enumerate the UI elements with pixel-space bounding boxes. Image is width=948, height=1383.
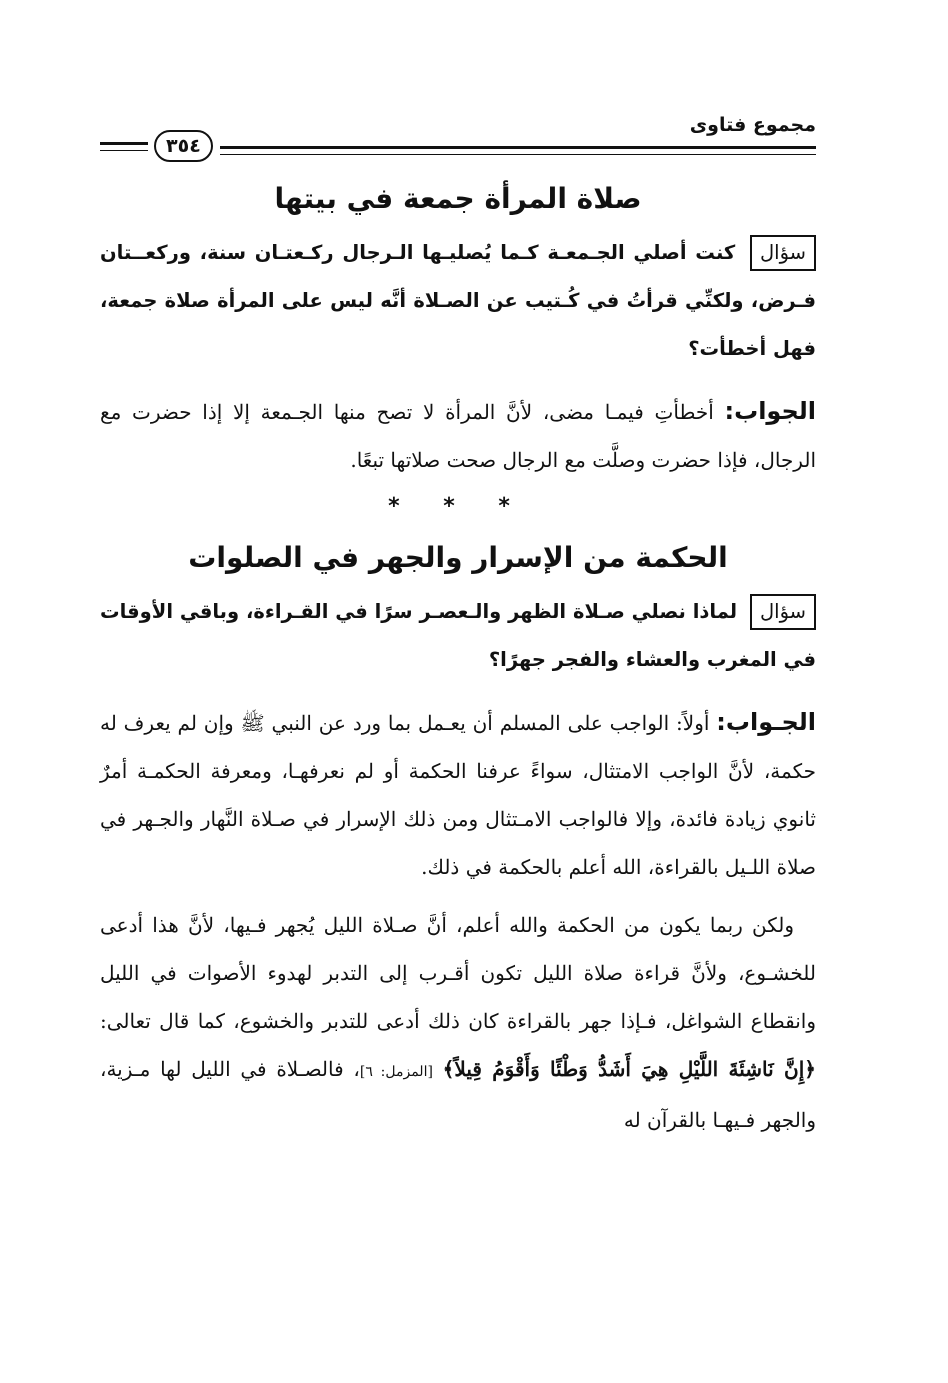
verse-citation: [المزمل: ٦] bbox=[359, 1064, 433, 1080]
answer-2 bbox=[100, 698, 816, 891]
question-text-1: كنت أصلي الجـمعـة كـما يُصليـها الـرجال ركـعتـان سنة، وركعــتان فـرض، ولكنِّي قرأتُ في كُـتيب عن الصـلاة أنَّه ليس على المرأة صلاة جمعة، فهل أخطأت؟ bbox=[100, 241, 816, 360]
section-separator: * * * bbox=[388, 494, 528, 519]
answer-1 bbox=[100, 387, 816, 484]
quran-verse: ﴿إِنَّ نَاشِئَةَ اللَّيْلِ هِيَ أَشَدُّ وَطْئًا وَأَقْوَمُ قِيلاً﴾ bbox=[442, 1057, 817, 1081]
paragraph-text-after-verse: ، فالصـلاة في الليل لها مـزية، والجهر فـيهـا بالقرآن له bbox=[100, 1057, 816, 1132]
paragraph-text-before-verse: ولكن ربما يكون من الحكمة والله أعلم، أنَّ صـلاة الليل يُجهر فـيها، لأنَّ هذا أدعى للخشـوع، ولأنَّ قراءة صلاة الليل تكون أقـرب إلى التدبر لهدوء الأصوات في الليل وانقطاع الشواغل، فـإذا جهر بالقراءة كان ذلك أدعى للتدبر والخشوع، كما قال تعالى: bbox=[100, 913, 816, 1033]
page-number: ٣٥٤ bbox=[154, 130, 213, 162]
question-2 bbox=[100, 588, 816, 684]
answer-text-1: أخطأتِ فيمـا مضى، لأنَّ المرأة لا تصح منها الجـمعة إلا إذا حضرت مع الرجال، فإذا حضرت وصلَّت مع الرجال صحت صلاتها تبعًا. bbox=[100, 400, 816, 472]
question-1 bbox=[100, 229, 816, 373]
section-title-1: صلاة المرأة جمعة في بيتها bbox=[274, 182, 642, 215]
page-number-group bbox=[100, 130, 219, 162]
answer-label-2: الجـواب: bbox=[716, 708, 816, 736]
answer-text-2: أولاً: الواجب على المسلم أن يعـمل بما ورد عن النبي ﷺ وإن لم يعرف له حكمة، لأنَّ الواجب الامتثال، سواءً عرفنا الحكمة أو لم نعرفهـا، ومعرفة الحكمـة أمرٌ ثانوي زيادة فائدة، وإلا فالواجب الامـتثال ومن ذلك الإسرار في صـلاة النَّهار والجـهر في صلاة اللـيل بالقراءة، الله أعلم بالحكمة في ذلك. bbox=[100, 711, 816, 879]
running-title: مجموع فتاوى bbox=[689, 114, 816, 136]
question-text-2: لماذا نصلي صـلاة الظهر والـعصـر سرًا في القـراءة، وباقي الأوقات في المغرب والعشاء والفجر جهرًا؟ bbox=[100, 600, 816, 671]
header-rule bbox=[220, 146, 816, 155]
question-label-1: سؤال bbox=[750, 235, 816, 271]
answer-label-1: الجواب: bbox=[724, 397, 817, 425]
running-header bbox=[100, 112, 816, 160]
section-title-2: الحكمة من الإسرار والجهر في الصلوات bbox=[188, 541, 728, 574]
answer-2-paragraph-2 bbox=[100, 901, 816, 1144]
document-page bbox=[100, 112, 816, 1144]
question-label-2: سؤال bbox=[750, 594, 816, 630]
header-short-rule bbox=[100, 142, 148, 151]
